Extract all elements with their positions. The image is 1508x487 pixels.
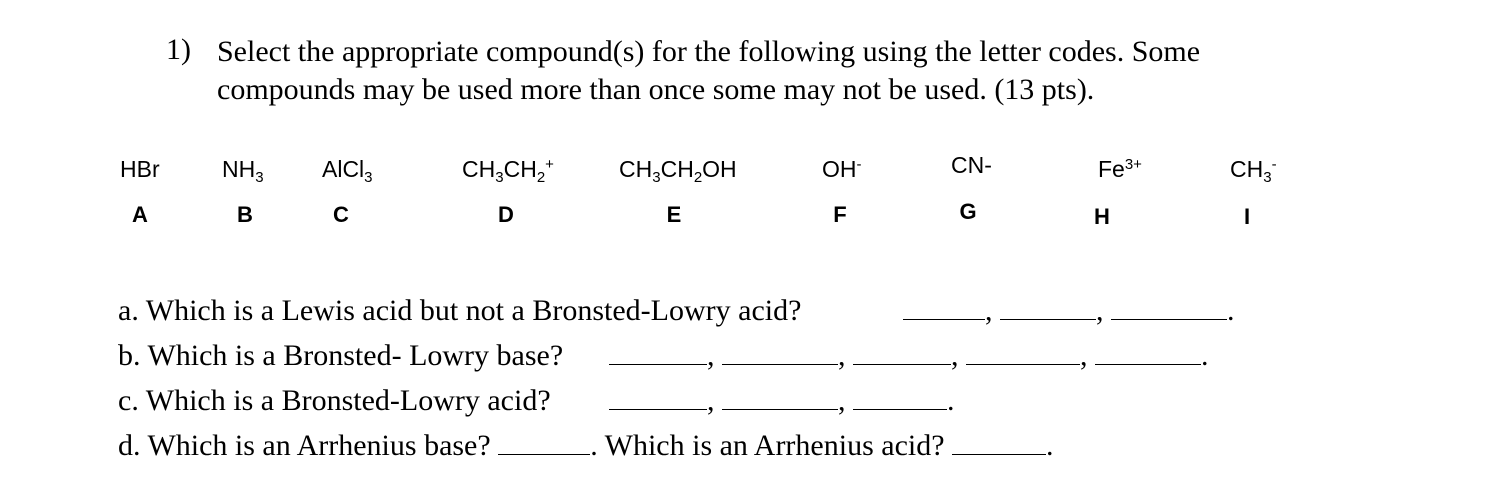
question-number: 1) [166,33,191,66]
compound-code-f: F [833,202,847,227]
compound-code-c: C [333,202,349,227]
compound-formula-b: $NH_3$ [222,156,264,186]
comma-c1: , [707,384,715,417]
period-a: . [1227,294,1235,327]
question-b-answers [609,338,1209,374]
answer-blank-d2[interactable] [952,430,1046,455]
question-a-answers [903,293,1235,329]
comma-b2: , [838,339,846,372]
compound-formula-f: OH- [822,156,862,182]
compound-code-d: D [498,202,514,227]
comma-c2: , [838,384,846,417]
compound-formula-h: $Fe^{3+}$ [1098,156,1142,182]
compound-code-i: I [1243,204,1251,229]
answer-blank-b3[interactable] [853,340,951,365]
comma-a1: , [985,294,993,327]
answer-blank-a1[interactable] [903,295,985,320]
comma-b3: , [951,339,959,372]
answer-blank-b5[interactable] [1095,340,1201,365]
comma-a2: , [1096,294,1104,327]
compound-formula-d: $CH_3CH_2^+$ [462,156,554,186]
compound-formula-c: AlCl$_3$ [322,156,373,186]
question-d [118,428,1054,464]
compound-code-e: E [666,202,682,227]
period-d: . [1046,429,1054,462]
compound-formula-g: CN- [951,152,992,178]
compound-formula-e: $CH_3CH_2OH$ [619,156,737,186]
answer-blank-d1[interactable] [498,430,590,455]
instructions-line-1: Select the appropriate compound(s) for the following using the letter codes. Some [217,35,1201,68]
question-instructions [217,33,1317,109]
question-a [118,293,801,329]
question-c-answers [609,383,955,419]
instructions-line-2: compounds may be used more than once some may not be used. (13 pts). [217,73,1095,106]
answer-blank-a3[interactable] [1111,295,1227,320]
answer-blank-b4[interactable] [966,340,1080,365]
answer-blank-c1[interactable] [609,385,707,410]
question-c [118,383,551,419]
question-c-text: c. Which is a Bronsted-Lowry acid? [118,384,551,417]
compound-code-a: A [132,202,148,227]
compound-code-g: G [959,199,977,224]
answer-blank-c3[interactable] [853,385,947,410]
compound-code-h: H [1094,204,1110,229]
comma-b1: , [707,339,715,372]
period-c: . [947,384,955,417]
period-b: . [1201,339,1209,372]
question-d-text: d. Which is an Arrhenius base? [118,429,491,462]
question-d-text-2: . Which is an Arrhenius acid? [590,429,945,462]
compound-code-b: B [237,202,253,227]
question-b [118,338,563,374]
question-b-text: b. Which is a Bronsted- Lowry base? [118,339,564,372]
question-a-text: a. Which is a Lewis acid but not a Bronsted-Lowry acid? [118,294,802,327]
answer-blank-a2[interactable] [1000,295,1096,320]
answer-blank-c2[interactable] [722,385,838,410]
compound-formula-a: HBr [120,156,160,182]
comma-b4: , [1080,339,1088,372]
answer-blank-b1[interactable] [609,340,707,365]
compound-formula-i: $CH_3^-$ [1230,156,1277,186]
answer-blank-b2[interactable] [722,340,838,365]
